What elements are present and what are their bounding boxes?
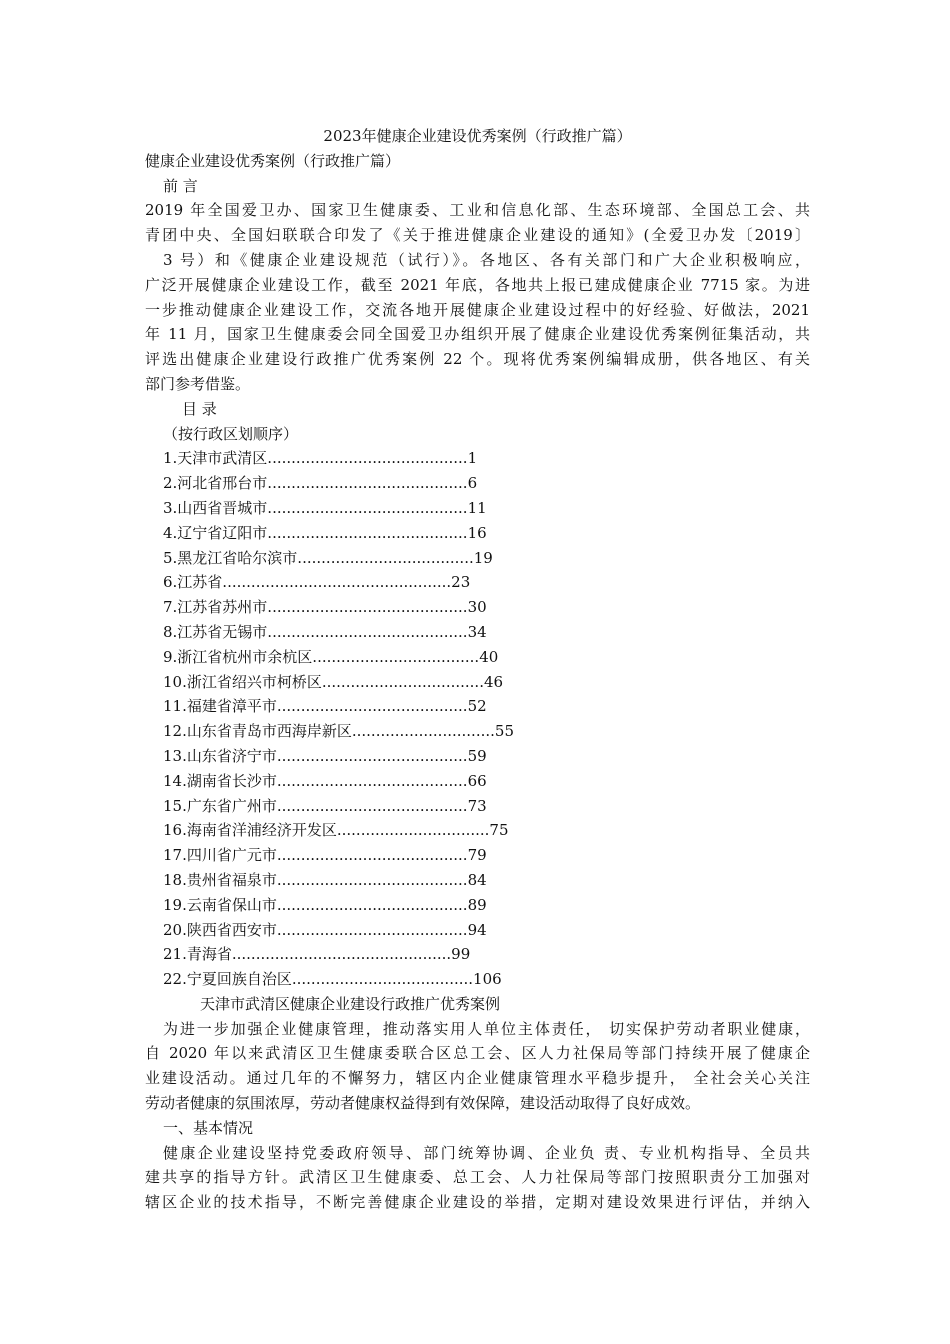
toc-item[interactable]: 22.宁夏回族自治区......................................106 bbox=[163, 970, 502, 989]
toc-item[interactable]: 21.青海省..............................................99 bbox=[163, 945, 471, 964]
document-subtitle: 健康企业建设优秀案例（行政推广篇） bbox=[145, 151, 401, 170]
preface-line: 广泛开展健康企业建设工作，截至 2021 年底，各地共上报已建成健康企业 7715 家。为进 bbox=[145, 275, 810, 294]
toc-item[interactable]: 20.陕西省西安市........................................94 bbox=[163, 920, 487, 939]
table-of-contents bbox=[145, 446, 810, 992]
toc-item[interactable]: 12.山东省青岛市西海岸新区..............................55 bbox=[163, 722, 514, 741]
toc-item[interactable]: 7.江苏省苏州市..........................................30 bbox=[163, 598, 487, 617]
case-intro-line: 自 2020 年以来武清区卫生健康委联合区总工会、区人力社保局等部门持续开展了健康企 bbox=[145, 1044, 810, 1063]
case-intro-line: 劳动者健康的氛围浓厚，劳动者健康权益得到有效保障，建设活动取得了良好成效。 bbox=[145, 1094, 701, 1113]
toc-item[interactable]: 17.四川省广元市........................................79 bbox=[163, 846, 487, 865]
toc-item[interactable]: 13.山东省济宁市........................................59 bbox=[163, 746, 487, 765]
preface-line: 年 11 月，国家卫生健康委会同全国爱卫办组织开展了健康企业建设优秀案例征集活动，共 bbox=[145, 325, 810, 344]
toc-item[interactable]: 8.江苏省无锡市..........................................34 bbox=[163, 622, 487, 641]
case-intro-line: 业建设活动。通过几年的不懈努力，辖区内企业健康管理水平稳步提升， 全社会关心关注 bbox=[145, 1069, 810, 1088]
toc-item[interactable]: 5.黑龙江省哈尔滨市.....................................19 bbox=[163, 548, 493, 567]
toc-item[interactable]: 18.贵州省福泉市........................................84 bbox=[163, 870, 487, 889]
preface-line: 部门参考借鉴。 bbox=[145, 374, 251, 393]
section-heading: 一、基本情况 bbox=[163, 1118, 254, 1137]
section-paragraph bbox=[145, 1141, 810, 1215]
toc-item[interactable]: 19.云南省保山市........................................89 bbox=[163, 895, 487, 914]
document-page bbox=[145, 124, 810, 1215]
case-heading: 天津市武清区健康企业建设行政推广优秀案例 bbox=[200, 994, 501, 1013]
document-title: 2023年健康企业建设优秀案例（行政推广篇） bbox=[323, 127, 632, 145]
section-line: 辖区企业的技术指导，不断完善健康企业建设的举措，定期对建设效果进行评估，并纳入 bbox=[145, 1193, 810, 1212]
toc-item[interactable]: 10.浙江省绍兴市柯桥区..................................46 bbox=[163, 672, 504, 691]
preface-heading: 前 言 bbox=[163, 176, 198, 195]
case-intro-paragraph bbox=[145, 1017, 810, 1116]
toc-item[interactable]: 11.福建省漳平市........................................52 bbox=[163, 697, 487, 716]
preface-line: 3 号）和《健康企业建设规范（试行）》。各地区、各有关部门和广大企业积极响应， bbox=[163, 250, 810, 269]
toc-item[interactable]: 2.河北省邢台市..........................................6 bbox=[163, 474, 478, 493]
preface-line: 一步推动健康企业建设工作，交流各地开展健康企业建设过程中的好经验、好做法，2021 bbox=[145, 300, 810, 319]
toc-item[interactable]: 6.江苏省................................................23 bbox=[163, 573, 471, 592]
toc-note: （按行政区划顺序） bbox=[163, 424, 299, 443]
toc-item[interactable]: 14.湖南省长沙市........................................66 bbox=[163, 771, 487, 790]
preface-paragraph bbox=[145, 198, 810, 396]
preface-line: 青团中央、全国妇联联合印发了《关于推进健康企业建设的通知》(全爱卫办发〔2019〕 bbox=[145, 226, 810, 245]
preface-line: 评选出健康企业建设行政推广优秀案例 22 个。现将优秀案例编辑成册，供各地区、有关 bbox=[145, 350, 810, 369]
toc-heading: 目 录 bbox=[182, 399, 217, 418]
case-intro-line: 为进一步加强企业健康管理，推动落实用人单位主体责任， 切实保护劳动者职业健康， bbox=[163, 1019, 810, 1038]
toc-item[interactable]: 1.天津市武清区..........................................1 bbox=[163, 449, 478, 468]
section-line: 健康企业建设坚持党委政府领导、部门统筹协调、企业负 责、专业机构指导、全员共 bbox=[163, 1143, 810, 1162]
toc-item[interactable]: 15.广东省广州市........................................73 bbox=[163, 796, 487, 815]
preface-line: 2019 年全国爱卫办、国家卫生健康委、工业和信息化部、生态环境部、全国总工会、共 bbox=[145, 201, 810, 220]
section-line: 建共享的指导方针。武清区卫生健康委、总工会、人力社保局等部门按照职责分工加强对 bbox=[145, 1168, 810, 1187]
toc-item[interactable]: 3.山西省晋城市..........................................11 bbox=[163, 498, 487, 517]
toc-item[interactable]: 4.辽宁省辽阳市..........................................16 bbox=[163, 523, 487, 542]
toc-item[interactable]: 9.浙江省杭州市余杭区...................................40 bbox=[163, 647, 499, 666]
toc-item[interactable]: 16.海南省洋浦经济开发区................................75 bbox=[163, 821, 509, 840]
